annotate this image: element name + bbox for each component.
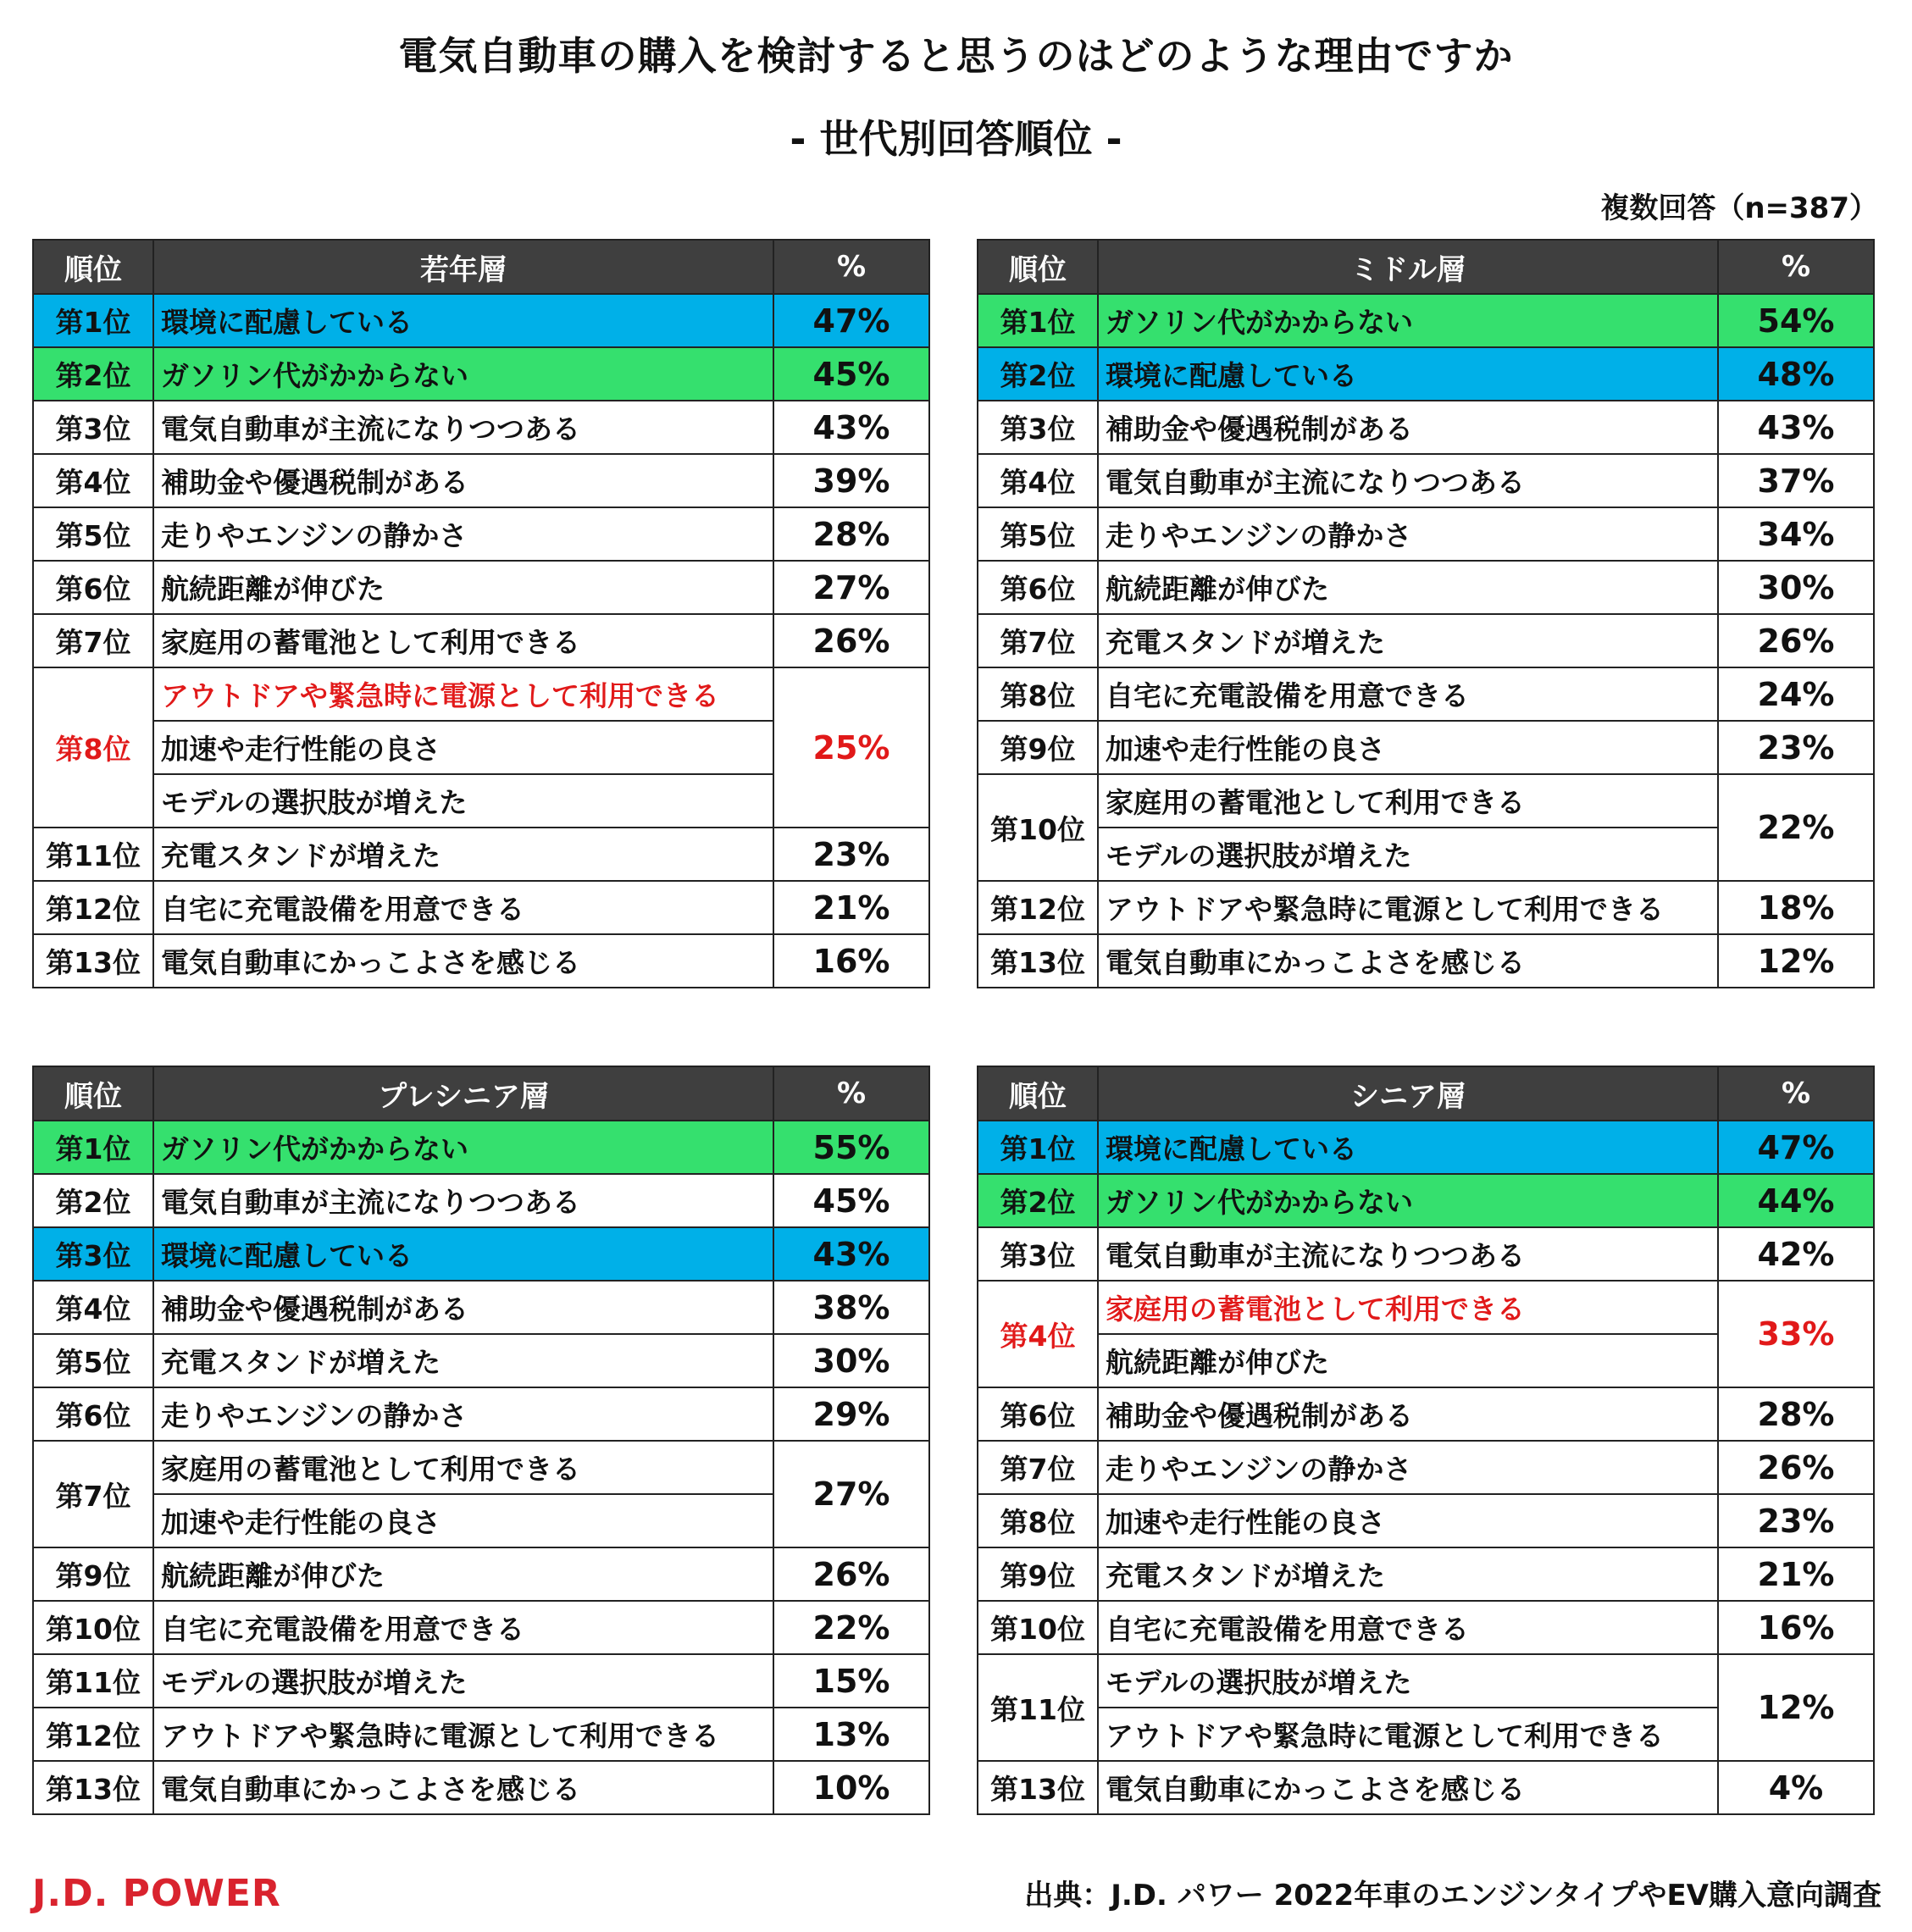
table-presenior bbox=[32, 1066, 928, 1815]
pct-cell: 26% bbox=[1718, 1441, 1874, 1494]
table-row bbox=[33, 1174, 929, 1227]
reason-cell: 自宅に充電設備を用意できる bbox=[1098, 667, 1718, 721]
table-row bbox=[978, 454, 1874, 507]
reason-cell: 充電スタンドが増えた bbox=[153, 828, 773, 881]
rank-cell: 第13位 bbox=[978, 1761, 1098, 1814]
reason-cell: 電気自動車が主流になりつつある bbox=[153, 401, 773, 454]
pct-cell: 42% bbox=[1718, 1227, 1874, 1281]
table-row bbox=[33, 347, 929, 401]
pct-cell: 26% bbox=[1718, 614, 1874, 667]
pct-cell: 15% bbox=[773, 1654, 929, 1708]
pct-cell: 13% bbox=[773, 1708, 929, 1761]
table-row bbox=[33, 561, 929, 614]
reason-cell: 電気自動車にかっこよさを感じる bbox=[1098, 934, 1718, 988]
pct-cell: 22% bbox=[773, 1601, 929, 1654]
header-pct: % bbox=[1718, 240, 1874, 294]
reason-cell: 家庭用の蓄電池として利用できる bbox=[153, 614, 773, 667]
sample-note: 複数回答（n=387） bbox=[1600, 191, 1878, 225]
rank-cell: 第12位 bbox=[33, 881, 153, 934]
pct-cell: 26% bbox=[773, 1547, 929, 1601]
table-middle bbox=[977, 239, 1873, 988]
reason-cell: アウトドアや緊急時に電源として利用できる bbox=[153, 1708, 773, 1761]
reason-cell: ガソリン代がかからない bbox=[1098, 294, 1718, 347]
pct-cell: 45% bbox=[773, 1174, 929, 1227]
reason-cell: 走りやエンジンの静かさ bbox=[1098, 507, 1718, 561]
rank-cell: 第9位 bbox=[978, 721, 1098, 774]
reason-cell: モデルの選択肢が増えた bbox=[1098, 1654, 1718, 1708]
reason-cell: モデルの選択肢が増えた bbox=[1098, 828, 1718, 881]
table-row bbox=[33, 1121, 929, 1174]
table-row bbox=[33, 294, 929, 347]
reason-cell: ガソリン代がかからない bbox=[153, 347, 773, 401]
rank-cell: 第6位 bbox=[33, 1387, 153, 1441]
pct-cell: 18% bbox=[1718, 881, 1874, 934]
rank-cell: 第6位 bbox=[978, 561, 1098, 614]
rank-cell: 第7位 bbox=[33, 1441, 153, 1547]
rank-cell: 第9位 bbox=[978, 1547, 1098, 1601]
pct-cell: 23% bbox=[1718, 1494, 1874, 1547]
table-row bbox=[33, 1601, 929, 1654]
reason-cell: 加速や走行性能の良さ bbox=[153, 1494, 773, 1547]
rank-cell: 第4位 bbox=[978, 1281, 1098, 1387]
table-senior bbox=[977, 1066, 1873, 1815]
ranking-table bbox=[977, 239, 1875, 988]
table-row bbox=[33, 1227, 929, 1281]
reason-cell: 補助金や優遇税制がある bbox=[1098, 401, 1718, 454]
reason-cell: モデルの選択肢が増えた bbox=[153, 1654, 773, 1708]
pct-cell: 26% bbox=[773, 614, 929, 667]
rank-cell: 第2位 bbox=[978, 347, 1098, 401]
rank-cell: 第1位 bbox=[33, 294, 153, 347]
table-row bbox=[978, 881, 1874, 934]
rank-cell: 第8位 bbox=[978, 667, 1098, 721]
rank-cell: 第8位 bbox=[978, 1494, 1098, 1547]
table-row bbox=[978, 507, 1874, 561]
table-row bbox=[978, 1441, 1874, 1494]
reason-cell: 航続距離が伸びた bbox=[153, 1547, 773, 1601]
page-subtitle: - 世代別回答順位 - bbox=[790, 116, 1122, 162]
pct-cell: 28% bbox=[773, 507, 929, 561]
pct-cell: 54% bbox=[1718, 294, 1874, 347]
reason-cell: ガソリン代がかからない bbox=[153, 1121, 773, 1174]
pct-cell: 24% bbox=[1718, 667, 1874, 721]
table-header-row bbox=[978, 240, 1874, 294]
rank-cell: 第2位 bbox=[33, 1174, 153, 1227]
ranking-table bbox=[32, 1066, 930, 1815]
rank-cell: 第11位 bbox=[978, 1654, 1098, 1761]
table-row bbox=[33, 454, 929, 507]
header-pct: % bbox=[773, 1066, 929, 1121]
ranking-table bbox=[32, 239, 930, 988]
table-row bbox=[33, 667, 929, 721]
table-row bbox=[978, 934, 1874, 988]
reason-cell: 家庭用の蓄電池として利用できる bbox=[1098, 774, 1718, 828]
reason-cell: 電気自動車にかっこよさを感じる bbox=[1098, 1761, 1718, 1814]
table-row bbox=[978, 1387, 1874, 1441]
rank-cell: 第4位 bbox=[33, 1281, 153, 1334]
reason-cell: 補助金や優遇税制がある bbox=[153, 454, 773, 507]
rank-cell: 第10位 bbox=[978, 774, 1098, 881]
table-row bbox=[978, 614, 1874, 667]
reason-cell: 航続距離が伸びた bbox=[153, 561, 773, 614]
table-row bbox=[33, 614, 929, 667]
table-row bbox=[978, 1121, 1874, 1174]
table-row bbox=[33, 828, 929, 881]
table-row bbox=[33, 507, 929, 561]
header-pct: % bbox=[1718, 1066, 1874, 1121]
rank-cell: 第11位 bbox=[33, 828, 153, 881]
source-note: 出典：J.D. パワー 2022年車のエンジンタイプやEV購入意向調査 bbox=[1024, 1879, 1882, 1913]
rank-cell: 第3位 bbox=[33, 1227, 153, 1281]
reason-cell: 電気自動車にかっこよさを感じる bbox=[153, 934, 773, 988]
rank-cell: 第12位 bbox=[978, 881, 1098, 934]
reason-cell: 自宅に充電設備を用意できる bbox=[153, 1601, 773, 1654]
table-row bbox=[978, 1547, 1874, 1601]
rank-cell: 第6位 bbox=[33, 561, 153, 614]
rank-cell: 第7位 bbox=[33, 614, 153, 667]
table-row bbox=[33, 881, 929, 934]
rank-cell: 第3位 bbox=[978, 401, 1098, 454]
table-row bbox=[33, 1761, 929, 1814]
rank-cell: 第10位 bbox=[33, 1601, 153, 1654]
header-group: シニア層 bbox=[1098, 1066, 1718, 1121]
table-row bbox=[33, 1654, 929, 1708]
pct-cell: 30% bbox=[773, 1334, 929, 1387]
table-row bbox=[978, 1227, 1874, 1281]
pct-cell: 30% bbox=[1718, 561, 1874, 614]
pct-cell: 55% bbox=[773, 1121, 929, 1174]
reason-cell: 充電スタンドが増えた bbox=[153, 1334, 773, 1387]
reason-cell: 電気自動車が主流になりつつある bbox=[1098, 1227, 1718, 1281]
header-rank: 順位 bbox=[33, 240, 153, 294]
header-rank: 順位 bbox=[33, 1066, 153, 1121]
table-header-row bbox=[978, 1066, 1874, 1121]
reason-cell: 航続距離が伸びた bbox=[1098, 1334, 1718, 1387]
rank-cell: 第4位 bbox=[33, 454, 153, 507]
table-row bbox=[978, 1281, 1874, 1334]
pct-cell: 27% bbox=[773, 561, 929, 614]
reason-cell: アウトドアや緊急時に電源として利用できる bbox=[1098, 1708, 1718, 1761]
rank-cell: 第10位 bbox=[978, 1601, 1098, 1654]
reason-cell: モデルの選択肢が増えた bbox=[153, 774, 773, 828]
header-rank: 順位 bbox=[978, 240, 1098, 294]
table-young bbox=[32, 239, 928, 988]
reason-cell: 走りやエンジンの静かさ bbox=[153, 507, 773, 561]
table-row bbox=[33, 1547, 929, 1601]
table-row bbox=[978, 561, 1874, 614]
page-title: 電気自動車の購入を検討すると思うのはどのような理由ですか bbox=[398, 33, 1514, 79]
reason-cell: 航続距離が伸びた bbox=[1098, 561, 1718, 614]
reason-cell: 家庭用の蓄電池として利用できる bbox=[153, 1441, 773, 1494]
reason-cell: アウトドアや緊急時に電源として利用できる bbox=[1098, 881, 1718, 934]
header-group: ミドル層 bbox=[1098, 240, 1718, 294]
rank-cell: 第5位 bbox=[978, 507, 1098, 561]
rank-cell: 第13位 bbox=[978, 934, 1098, 988]
ranking-table bbox=[977, 1066, 1875, 1815]
pct-cell: 22% bbox=[1718, 774, 1874, 881]
table-row bbox=[978, 1174, 1874, 1227]
pct-cell: 12% bbox=[1718, 1654, 1874, 1761]
table-header-row bbox=[33, 240, 929, 294]
pct-cell: 29% bbox=[773, 1387, 929, 1441]
reason-cell: 補助金や優遇税制がある bbox=[1098, 1387, 1718, 1441]
rank-cell: 第2位 bbox=[978, 1174, 1098, 1227]
pct-cell: 33% bbox=[1718, 1281, 1874, 1387]
rank-cell: 第1位 bbox=[978, 294, 1098, 347]
table-row bbox=[978, 1494, 1874, 1547]
rank-cell: 第4位 bbox=[978, 454, 1098, 507]
pct-cell: 23% bbox=[1718, 721, 1874, 774]
reason-cell: 環境に配慮している bbox=[1098, 347, 1718, 401]
pct-cell: 43% bbox=[773, 1227, 929, 1281]
rank-cell: 第2位 bbox=[33, 347, 153, 401]
table-row bbox=[978, 1761, 1874, 1814]
reason-cell: 加速や走行性能の良さ bbox=[1098, 721, 1718, 774]
table-row bbox=[978, 721, 1874, 774]
table-row bbox=[33, 1281, 929, 1334]
header-rank: 順位 bbox=[978, 1066, 1098, 1121]
reason-cell: 補助金や優遇税制がある bbox=[153, 1281, 773, 1334]
table-row bbox=[33, 401, 929, 454]
pct-cell: 44% bbox=[1718, 1174, 1874, 1227]
table-row bbox=[978, 294, 1874, 347]
pct-cell: 28% bbox=[1718, 1387, 1874, 1441]
pct-cell: 25% bbox=[773, 667, 929, 828]
pct-cell: 43% bbox=[1718, 401, 1874, 454]
table-header-row bbox=[33, 1066, 929, 1121]
jdpower-logo: J.D. POWER bbox=[32, 1872, 281, 1915]
reason-cell: 電気自動車にかっこよさを感じる bbox=[153, 1761, 773, 1814]
table-row bbox=[33, 1441, 929, 1494]
pct-cell: 45% bbox=[773, 347, 929, 401]
reason-cell: ガソリン代がかからない bbox=[1098, 1174, 1718, 1227]
pct-cell: 47% bbox=[1718, 1121, 1874, 1174]
pct-cell: 10% bbox=[773, 1761, 929, 1814]
table-row bbox=[978, 667, 1874, 721]
rank-cell: 第6位 bbox=[978, 1387, 1098, 1441]
reason-cell: 電気自動車が主流になりつつある bbox=[1098, 454, 1718, 507]
rank-cell: 第13位 bbox=[33, 934, 153, 988]
pct-cell: 27% bbox=[773, 1441, 929, 1547]
reason-cell: 環境に配慮している bbox=[1098, 1121, 1718, 1174]
pct-cell: 48% bbox=[1718, 347, 1874, 401]
table-row bbox=[978, 347, 1874, 401]
reason-cell: 充電スタンドが増えた bbox=[1098, 614, 1718, 667]
rank-cell: 第3位 bbox=[33, 401, 153, 454]
pct-cell: 47% bbox=[773, 294, 929, 347]
reason-cell: 電気自動車が主流になりつつある bbox=[153, 1174, 773, 1227]
reason-cell: 充電スタンドが増えた bbox=[1098, 1547, 1718, 1601]
pct-cell: 21% bbox=[773, 881, 929, 934]
rank-cell: 第1位 bbox=[978, 1121, 1098, 1174]
reason-cell: 自宅に充電設備を用意できる bbox=[153, 881, 773, 934]
rank-cell: 第7位 bbox=[978, 1441, 1098, 1494]
pct-cell: 4% bbox=[1718, 1761, 1874, 1814]
table-row bbox=[978, 1654, 1874, 1708]
header-group: 若年層 bbox=[153, 240, 773, 294]
pct-cell: 43% bbox=[773, 401, 929, 454]
pct-cell: 12% bbox=[1718, 934, 1874, 988]
pct-cell: 16% bbox=[773, 934, 929, 988]
rank-cell: 第7位 bbox=[978, 614, 1098, 667]
rank-cell: 第12位 bbox=[33, 1708, 153, 1761]
rank-cell: 第13位 bbox=[33, 1761, 153, 1814]
rank-cell: 第9位 bbox=[33, 1547, 153, 1601]
reason-cell: 加速や走行性能の良さ bbox=[153, 721, 773, 774]
table-row bbox=[978, 401, 1874, 454]
rank-cell: 第5位 bbox=[33, 507, 153, 561]
pct-cell: 37% bbox=[1718, 454, 1874, 507]
reason-cell: 走りやエンジンの静かさ bbox=[153, 1387, 773, 1441]
header-group: プレシニア層 bbox=[153, 1066, 773, 1121]
pct-cell: 38% bbox=[773, 1281, 929, 1334]
reason-cell: 走りやエンジンの静かさ bbox=[1098, 1441, 1718, 1494]
reason-cell: アウトドアや緊急時に電源として利用できる bbox=[153, 667, 773, 721]
table-row bbox=[33, 1334, 929, 1387]
pct-cell: 34% bbox=[1718, 507, 1874, 561]
rank-cell: 第1位 bbox=[33, 1121, 153, 1174]
reason-cell: 加速や走行性能の良さ bbox=[1098, 1494, 1718, 1547]
table-row bbox=[978, 1601, 1874, 1654]
pct-cell: 21% bbox=[1718, 1547, 1874, 1601]
pct-cell: 23% bbox=[773, 828, 929, 881]
pct-cell: 16% bbox=[1718, 1601, 1874, 1654]
rank-cell: 第3位 bbox=[978, 1227, 1098, 1281]
reason-cell: 環境に配慮している bbox=[153, 294, 773, 347]
rank-cell: 第8位 bbox=[33, 667, 153, 828]
rank-cell: 第11位 bbox=[33, 1654, 153, 1708]
table-row bbox=[33, 934, 929, 988]
table-row bbox=[978, 774, 1874, 828]
table-row bbox=[33, 1708, 929, 1761]
reason-cell: 環境に配慮している bbox=[153, 1227, 773, 1281]
header-pct: % bbox=[773, 240, 929, 294]
reason-cell: 自宅に充電設備を用意できる bbox=[1098, 1601, 1718, 1654]
rank-cell: 第5位 bbox=[33, 1334, 153, 1387]
pct-cell: 39% bbox=[773, 454, 929, 507]
reason-cell: 家庭用の蓄電池として利用できる bbox=[1098, 1281, 1718, 1334]
table-row bbox=[33, 1387, 929, 1441]
